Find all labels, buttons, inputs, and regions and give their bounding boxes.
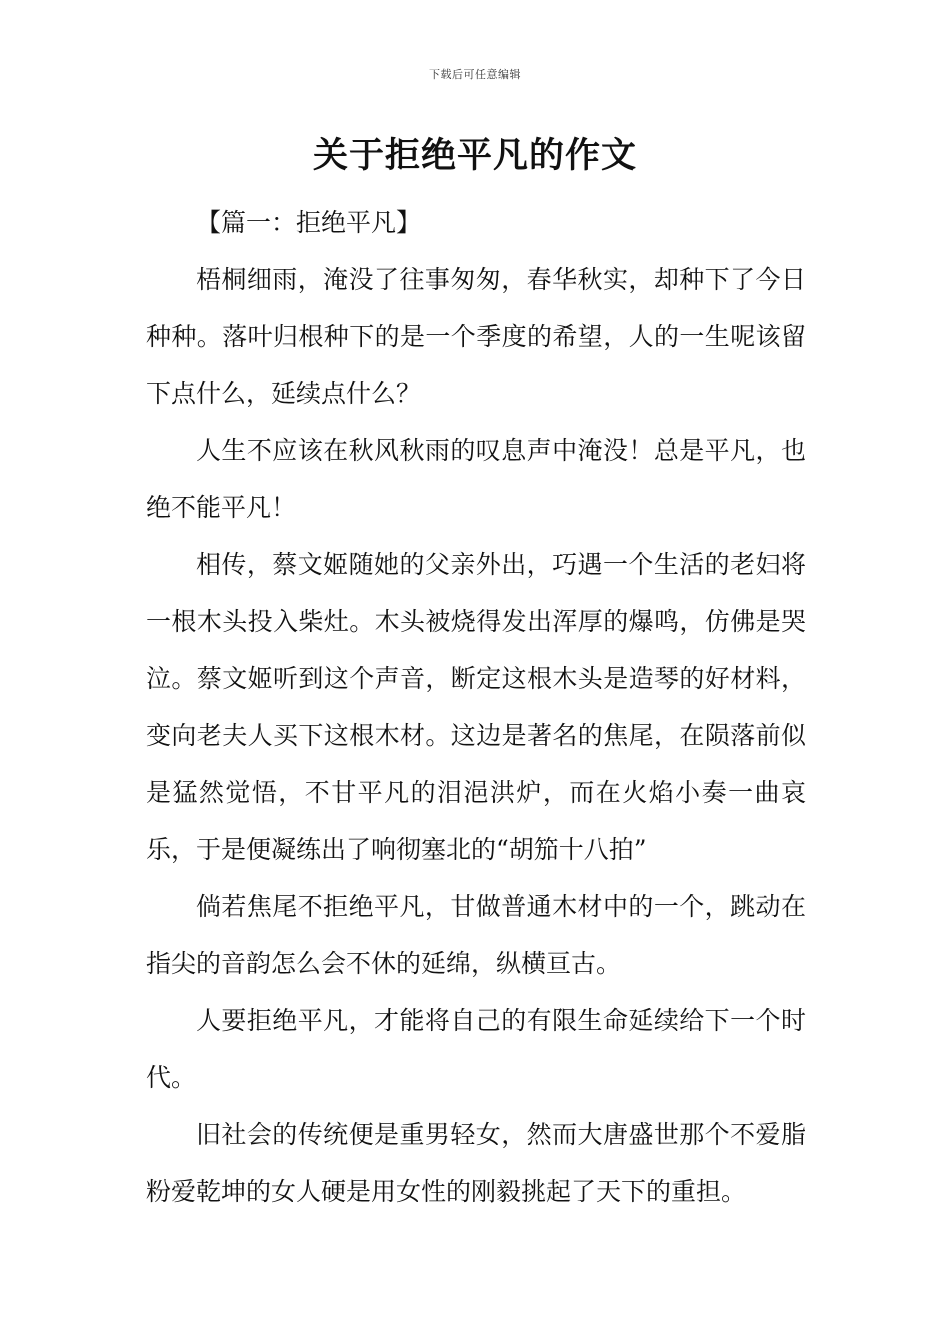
paragraph: 旧社会的传统便是重男轻女，然而大唐盛世那个不爱脂粉爱乾坤的女人硬是用女性的刚毅挑起了天下的重担。 xyxy=(146,1120,806,1206)
paragraph: 倘若焦尾不拒绝平凡，甘做普通木材中的一个，跳动在指尖的音韵怎么会不休的延绵，纵横亘古。 xyxy=(146,892,806,978)
document-title: 关于拒绝平凡的作文 xyxy=(312,136,637,176)
paragraph: 相传，蔡文姬随她的父亲外出，巧遇一个生活的老妇将一根木头投入柴灶。木头被烧得发出浑厚的爆鸣，仿佛是哭泣。蔡文姬听到这个声音，断定这根木头是造琴的好材料，变向老夫人买下这根木材。这边是著名的焦尾，在陨落前似是猛然觉悟，不甘平凡的泪浥洪炉，而在火焰小奏一曲哀乐，于是便凝练出了响彻塞北的“胡笳十八拍” xyxy=(146,550,806,864)
document-body xyxy=(146,194,806,1220)
section-heading: 【篇一：拒绝平凡】 xyxy=(196,208,422,237)
paragraph: 人生不应该在秋风秋雨的叹息声中淹没！总是平凡，也绝不能平凡！ xyxy=(146,436,806,522)
header-note: 下载后可任意编辑 xyxy=(429,68,521,81)
paragraph: 人要拒绝平凡，才能将自己的有限生命延续给下一个时代。 xyxy=(146,1006,806,1092)
paragraph: 梧桐细雨，淹没了往事匆匆，春华秋实，却种下了今日种种。落叶归根种下的是一个季度的希望，人的一生呢该留下点什么，延续点什么？ xyxy=(146,265,806,408)
